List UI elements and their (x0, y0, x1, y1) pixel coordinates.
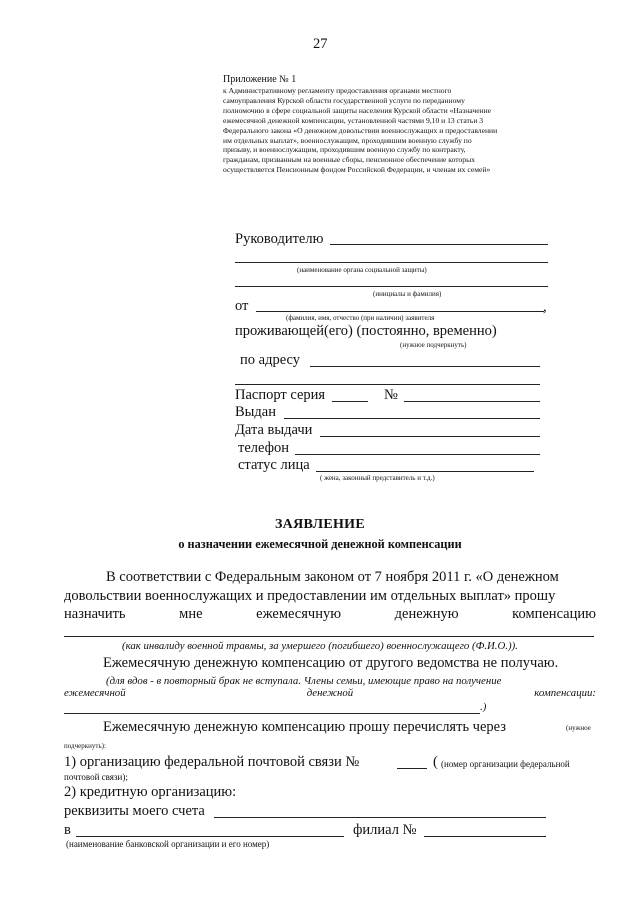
widow-note-line2 (64, 687, 596, 699)
appendix-title: Приложение № 1 (223, 74, 297, 85)
passport-number-label: № (384, 387, 398, 403)
option1-caption-b: почтовой связи); (64, 772, 128, 782)
branch-number-field[interactable] (424, 836, 546, 837)
initials-caption: (инициалы и фамилия) (373, 290, 442, 298)
widow-note-line1: (для вдов - в повторный брак не вступала. Члены семьи, имеющие право на получение (106, 675, 502, 687)
appendix-line: Федерального закона «О денежном довольствии военнослужащих и предоставлении (223, 125, 498, 135)
statement-subtitle: о назначении ежемесячной денежной компенсации (178, 537, 462, 551)
issue-date-label: Дата выдачи (235, 422, 313, 438)
page-number: 27 (313, 36, 328, 52)
family-members-field[interactable] (64, 713, 480, 714)
para1-line1: В соответствии с Федеральным законом от 7 ноября 2011 г. «О денежном (106, 569, 559, 585)
appendix-line: ежемесячной денежной компенсации, установленной частями 9,10 и 13 статьи 3 (223, 115, 484, 125)
option1-label: 1) организацию федеральной почтовой связи № (64, 754, 360, 770)
para1-line3 (64, 606, 596, 623)
address-label: по адресу (240, 352, 300, 368)
from-label: от (235, 298, 249, 314)
para1-word: компенсацию (512, 606, 596, 622)
recipient-caption: (как инвалиду военной травмы, за умершего (погибшего) военнослужащего (Ф.И.О.)). (122, 640, 518, 652)
appendix-line: гражданам, призванным на военные сборы, пенсионное обеспечение которых (223, 155, 476, 165)
agency-field[interactable] (235, 262, 548, 263)
appendix-line: призыву, и военнослужащим, проходившим военную службу по контракту, (223, 145, 466, 155)
para1-word: назначить (64, 606, 126, 622)
from-field[interactable] (256, 311, 544, 312)
to-field[interactable] (330, 244, 548, 245)
transfer-caption-b-text: подчеркнуть): (64, 742, 106, 750)
agency-caption: (наименование органа социальной защиты) (297, 266, 427, 274)
address-field[interactable] (310, 366, 540, 367)
account-label: реквизиты моего счета (64, 803, 205, 819)
option1-paren: ( (433, 754, 438, 770)
initials-field[interactable] (235, 286, 548, 287)
account-field[interactable] (214, 817, 546, 818)
appendix-line: самоуправления Курской области государственной услуги по переданному (223, 95, 465, 105)
option1-caption-a: (номер организации федеральной (441, 759, 570, 769)
bank-prefix: в (64, 822, 71, 838)
widow-word: денежной (306, 687, 354, 699)
phone-field[interactable] (295, 454, 540, 455)
appendix-line: им отдельных выплат», военнослужащим, проходившим военную службу по (223, 135, 472, 145)
from-comma: , (543, 299, 547, 315)
widow-word: ежемесячной (64, 687, 126, 699)
passport-number-field[interactable] (404, 401, 540, 402)
phone-label: телефон (238, 440, 290, 456)
appendix-line: полномочию в сфере социальной защиты населения Курской области «Назначение (223, 105, 492, 115)
issue-date-field[interactable] (320, 436, 540, 437)
issued-field[interactable] (284, 418, 540, 419)
status-caption: ( жена, законный представитель и т.д.) (320, 474, 435, 482)
post-office-number-field[interactable] (397, 768, 427, 769)
branch-label: филиал № (353, 822, 417, 838)
appendix-line: осуществляется Пенсионным фондом Российской Федерации, и членам их семей» (223, 165, 491, 175)
widow-close: .) (480, 701, 487, 713)
widow-word: компенсации: (534, 687, 596, 699)
issued-label: Выдан (235, 404, 276, 420)
passport-series-field[interactable] (332, 401, 368, 402)
from-caption: (фамилия, имя, отчество (при наличии) заявителя (286, 314, 435, 322)
passport-label: Паспорт серия (235, 387, 326, 403)
status-field[interactable] (316, 471, 534, 472)
residing-label: проживающей(его) (постоянно, временно) (235, 323, 497, 339)
bank-name-field[interactable] (76, 836, 344, 837)
transfer-line: Ежемесячную денежную компенсацию прошу перечислять через (103, 719, 506, 735)
appendix-line: к Административному регламенту предоставления органами местного (223, 86, 452, 95)
bank-caption: (наименование банковской организации и его номер) (66, 839, 270, 849)
status-label: статус лица (238, 457, 310, 473)
address-field-2[interactable] (235, 384, 540, 385)
recipient-field[interactable] (64, 636, 594, 637)
para1-word: мне (179, 606, 203, 622)
appendix-text (223, 86, 608, 175)
para1-line2: довольствии военнослужащих и предоставлении им отдельных выплат» прошу (64, 588, 556, 604)
residing-caption: (нужное подчеркнуть) (400, 341, 467, 349)
para1-word: денежную (394, 606, 459, 622)
transfer-caption-a: (нужное (566, 724, 591, 732)
para1-word: ежемесячную (256, 606, 342, 622)
no-other-agency: Ежемесячную денежную компенсацию от другого ведомства не получаю. (103, 655, 559, 671)
option2-label: 2) кредитную организацию: (64, 784, 237, 800)
statement-title: ЗАЯВЛЕНИЕ (274, 517, 365, 532)
transfer-caption-b (64, 735, 106, 753)
to-label: Руководителю (235, 231, 324, 247)
